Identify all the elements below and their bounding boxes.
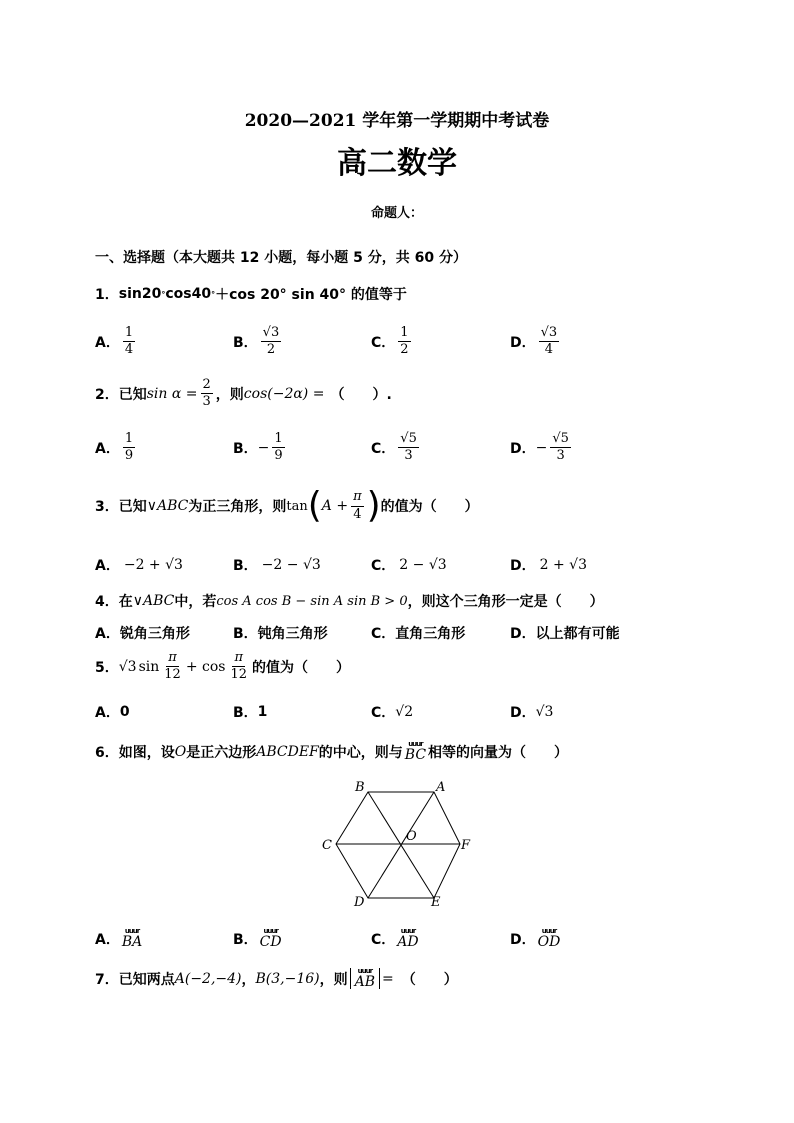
q4-option-d[interactable]: D． 以上都有可能 — [510, 626, 620, 642]
question-2: 2． 已知 sin α = $\frac{2}{3}$ ，则 cos(−2α) = （ ）. — [95, 377, 392, 410]
exam-title: 2020—2021 学年第一学期期中考试卷 — [244, 111, 550, 131]
hexagon-outline — [336, 792, 460, 898]
q4-option-b[interactable]: B． 钝角三角形 — [233, 626, 328, 642]
q4-option-a[interactable]: A． 锐角三角形 — [95, 626, 190, 642]
exam-author: 命题人： — [370, 206, 423, 221]
q1-stem-c: ＋cos 20° sin 40° 的值等于 — [215, 287, 407, 303]
q3-option-d[interactable]: D． 2 + √3 — [510, 557, 587, 574]
exam-subject: 高二数学 — [337, 146, 457, 181]
fraction: $\frac{√3}{4}$ — [540, 325, 558, 358]
fraction: $\frac{2}{3}$ — [202, 377, 211, 410]
section-heading: 一、选择题（本大题共 12 小题，每小题 5 分，共 60 分） — [95, 250, 467, 266]
vertex-label-b: B — [355, 780, 365, 795]
q5-option-d[interactable]: D． √3 — [510, 704, 554, 721]
q1-stem-b: cos40 — [165, 286, 212, 302]
q5-option-b[interactable]: B． 1 — [233, 704, 268, 721]
vertex-label-e: E — [431, 895, 441, 910]
center-label-o: O — [406, 829, 417, 844]
q1-option-d[interactable]: D． $\frac{√3}{4}$ — [510, 325, 558, 358]
fraction: $\frac{√3}{2}$ — [262, 325, 280, 358]
magnitude-bars: uuur AB — [350, 968, 380, 989]
q2-option-a[interactable]: A． $\frac{1}{9}$ — [95, 431, 134, 464]
q2-option-b[interactable]: B． − $\frac{1}{9}$ — [233, 431, 283, 464]
question-4: 4． 在 ∨ABC 中，若 cos A cos B − sin A sin B > 0 ，则这个三角形一定是（ ） — [95, 593, 604, 610]
q5-option-a[interactable]: A． 0 — [95, 704, 130, 721]
question-5: 5． √3 sin $\frac{\pi}{12}$ + cos $\frac{\pi}{12}$ 的值为（ ） — [95, 650, 350, 683]
q1-option-c[interactable]: C． $\frac{1}{2}$ — [371, 325, 409, 358]
q1-option-b[interactable]: B． $\frac{√3}{2}$ — [233, 325, 280, 358]
q4-option-c[interactable]: C． 直角三角形 — [371, 626, 466, 642]
q6-option-a[interactable]: A． uuur BA — [95, 927, 143, 950]
hexagon-figure — [318, 778, 478, 913]
q3-option-b[interactable]: B． −2 − √3 — [233, 557, 321, 574]
vertex-label-a: A — [436, 780, 446, 795]
vector-bc: uuur BC — [404, 740, 427, 763]
vertex-label-d: D — [354, 895, 365, 910]
q6-option-c[interactable]: C． uuur AD — [371, 927, 419, 950]
fraction: $\frac{1}{2}$ — [400, 325, 409, 358]
q1-option-a[interactable]: A． $\frac{1}{4}$ — [95, 325, 134, 358]
vertex-label-f: F — [461, 838, 471, 853]
vertex-label-c: C — [322, 838, 332, 853]
q2-option-c[interactable]: C． $\frac{√5}{3}$ — [371, 431, 417, 464]
q6-option-d[interactable]: D． uuur OD — [510, 927, 561, 950]
q3-option-c[interactable]: C． 2 − √3 — [371, 557, 447, 574]
fraction: $\frac{1}{4}$ — [124, 325, 134, 358]
question-number: 1． — [95, 287, 119, 303]
q1-stem-a: sin20 — [118, 286, 162, 302]
q3-option-a[interactable]: A． −2 + √3 — [95, 557, 183, 574]
question-1: 1． sin20 ° cos40 ° ＋cos 20° sin 40° 的值等于 — [95, 286, 407, 303]
q5-option-c[interactable]: C． √2 — [371, 704, 414, 721]
q6-option-b[interactable]: B． uuur CD — [233, 927, 282, 950]
q2-option-d[interactable]: D． − $\frac{√5}{3}$ — [510, 431, 569, 464]
question-7: 7． 已知两点 A(−2,−4) ， B(3,−16) ，则 uuur AB = （ ） — [95, 967, 458, 990]
question-3: 3． 已知 ∨ABC 为正三角形，则 tan ( A + $\frac{\pi}{4}$ ) 的值为（ ） — [95, 485, 479, 526]
question-6: 6． 如图，设 O 是正六边形 ABCDEF 的中心，则与 uuur BC 相等的向量为（ ） — [95, 740, 569, 763]
